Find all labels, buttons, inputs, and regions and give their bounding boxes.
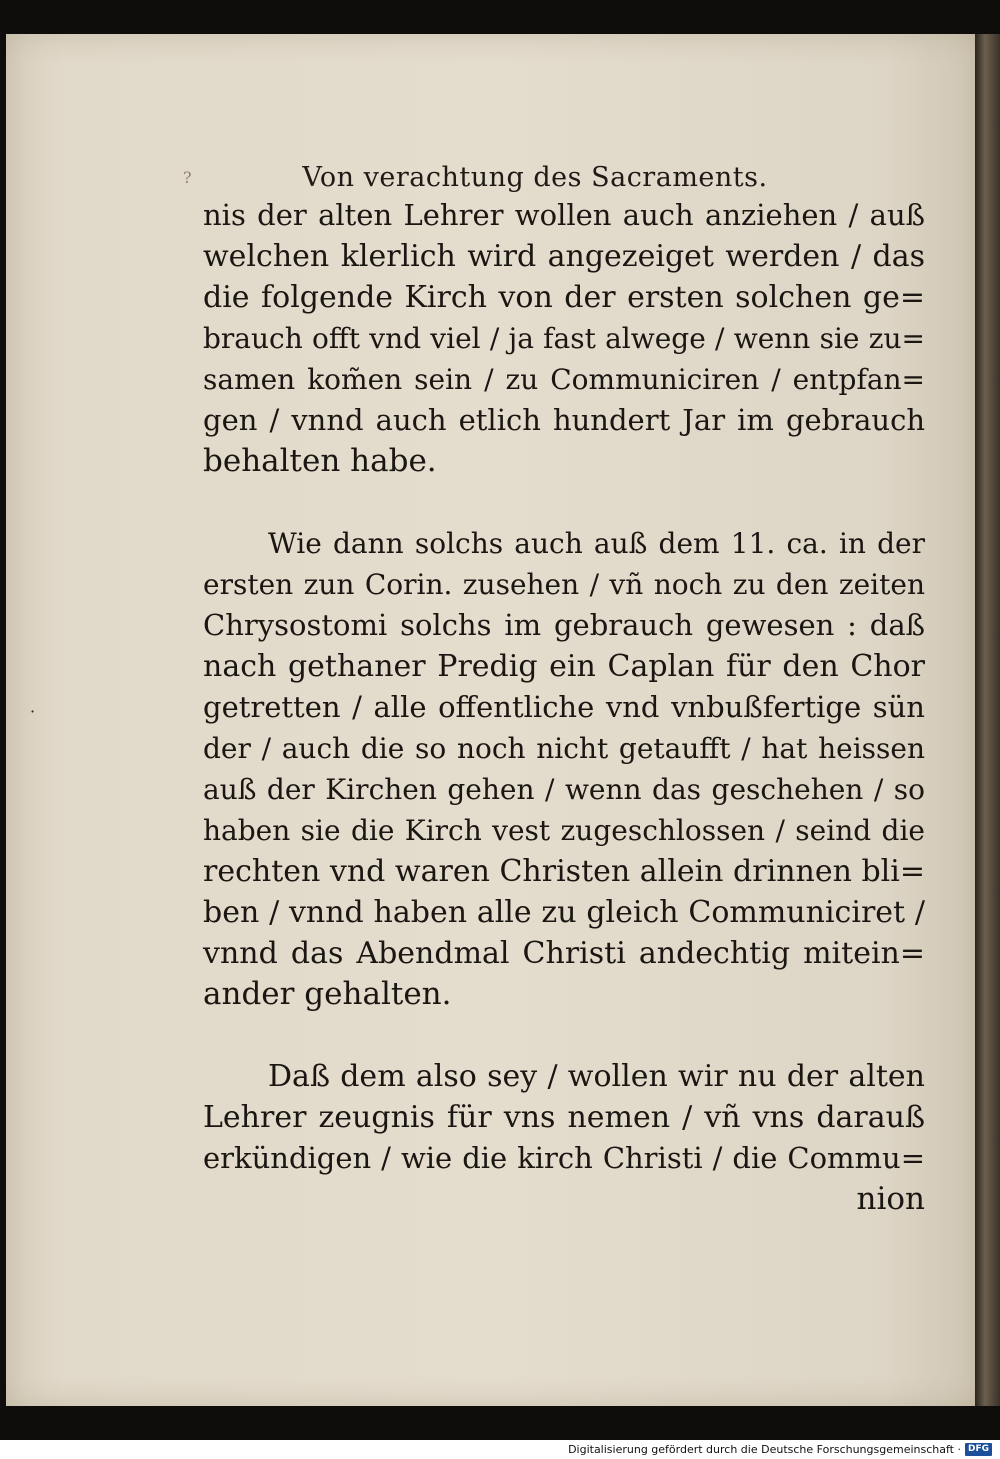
- text-line: vnnd das Abendmal Christi andechtig mitein=: [203, 936, 925, 971]
- footer-credit: [568, 1440, 992, 1459]
- text-line: haben sie die Kirch vest zugeschlossen / seind die: [203, 814, 925, 847]
- catchword: nion: [856, 1181, 925, 1217]
- page-edge: [975, 34, 1000, 1406]
- text-line: erkündigen / wie die kirch Christi / die Commu=: [203, 1141, 925, 1175]
- text-line: ander gehalten.: [203, 976, 452, 1012]
- text-line: nis der alten Lehrer wollen auch anziehen / auß: [203, 198, 925, 232]
- text-line: die folgende Kirch von der ersten solchen ge=: [203, 280, 925, 315]
- text-line: ersten zun Corin. zusehen / vñ noch zu den zeiten: [203, 568, 925, 601]
- margin-dot: ·: [30, 702, 36, 721]
- text-line: welchen klerlich wird angezeiget werden / das: [203, 239, 925, 274]
- footer-text: Digitalisierung gefördert durch die Deutsche Forschungsgemeinschaft ·: [568, 1443, 961, 1456]
- text-line: nach gethaner Predig ein Caplan für den Chor: [203, 649, 925, 684]
- text-line: Wie dann solchs auch auß dem 11. ca. in der: [268, 527, 925, 560]
- text-line: behalten habe.: [203, 443, 437, 479]
- text-line: Daß dem also sey / wollen wir nu der alten: [268, 1059, 925, 1094]
- body-text: [203, 195, 925, 1220]
- text-line: Chrysostomi solchs im gebrauch gewesen : daß: [203, 608, 925, 642]
- text-line: der / auch die so noch nicht getaufft / hat heissen: [203, 732, 925, 765]
- margin-mark: ?: [183, 168, 192, 187]
- text-line: rechten vnd waren Christen allein drinnen bli=: [203, 854, 925, 889]
- text-line: getretten / alle offentliche vnd vnbußfertige sün: [203, 690, 925, 724]
- text-line: auß der Kirchen gehen / wenn das geschehen / so: [203, 773, 925, 806]
- text-line: ben / vnnd haben alle zu gleich Communiciret /: [203, 895, 925, 930]
- text-line: brauch offt vnd viel / ja fast alwege / wenn sie zu=: [203, 322, 925, 355]
- running-head: Von verachtung des Sacraments.: [302, 162, 768, 193]
- text-line: gen / vnnd auch etlich hundert Jar im gebrauch: [203, 403, 925, 437]
- text-line: Lehrer zeugnis für vns nemen / vñ vns darauß: [203, 1100, 925, 1135]
- text-line: samen kom̃en sein / zu Communiciren / entpfan=: [203, 363, 925, 396]
- dfg-logo: DFG: [965, 1443, 992, 1456]
